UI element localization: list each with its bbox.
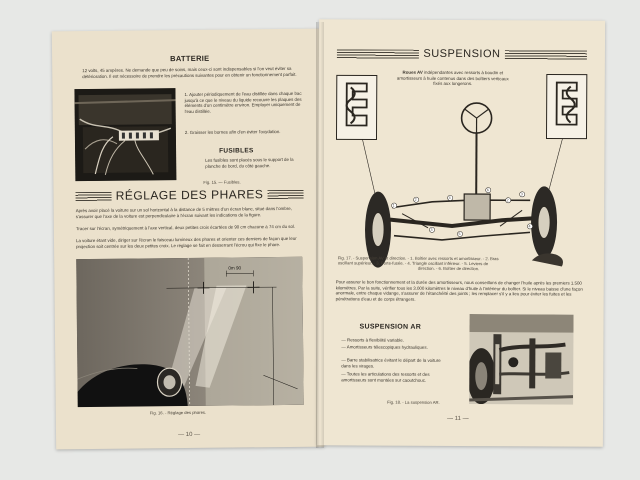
suspension-caption-line-3: direction. - 6. Boîtier de direction.	[417, 265, 480, 272]
headlight-diagram	[76, 257, 304, 407]
batterie-heading: BATTERIE	[170, 53, 210, 64]
banner-stripes-left	[75, 191, 111, 200]
front-suspension-diagram	[332, 69, 591, 270]
suspension-intro	[395, 70, 511, 87]
suspension-ar-item-1: — Ressorts à flexibilité variable.	[341, 337, 404, 343]
reglage-paragraph-2: Tracer sur l'écran, symétriquement à l'axe vertical, deux petites croix écartées de 90 cm chacune à 74 cm du sol.	[75, 223, 296, 232]
suspension-heading: SUSPENSION	[423, 47, 501, 61]
right-page-number: — 11 —	[447, 415, 469, 423]
fusibles-caption: Fig. 15. — Fusibles.	[203, 179, 241, 185]
callout-3: 3	[430, 227, 433, 232]
book-gutter	[316, 22, 324, 448]
batterie-item-1: 1. Ajouter périodiquement de l'eau distillée dans chaque bac jusqu'à ce que le niveau du liquide recouvre les plaques des éléments d'un centimètre environ. Employer uniquement de l'eau distillée.	[184, 90, 302, 114]
callout-3-right: 3	[520, 191, 523, 196]
banner-stripes-left	[337, 49, 419, 58]
callout-5: 5	[458, 231, 461, 236]
rear-suspension-illustration	[469, 314, 573, 405]
suspension-ar-item-2: — Amortisseurs télescopiques hydrauliques.	[341, 344, 428, 350]
suspension-ar-item-3: — Barre stabilisatrice évitant le départ de la voiture dans les virages.	[341, 357, 441, 369]
batterie-intro: 12 volts, 45 ampères. Ne demande que peu de soins, mais ceux-ci sont indispensables si l'on veut éviter sa détérioration. Il est nécessoire de prendre les précautions suivantes pour en obtenir un fonctionnement parfait.	[82, 65, 297, 79]
left-page-number: — 10 —	[178, 431, 201, 439]
headlight-illustration	[76, 257, 304, 407]
callout-2-right: 2	[506, 197, 509, 202]
fusibles-heading: FUSIBLES	[219, 147, 254, 155]
battery-wiring-illustration	[74, 88, 176, 181]
suspension-ar-item-4: — Toutes les articulations des ressorts et des amortisseurs sont montées sur caoutchouc.	[341, 371, 430, 383]
suspension-paragraph: Pour assurer le bon fonctionnement et la durée des amortisseurs, nous conseillons de changer l'huile après les premiers 1.500 kilomètres. Par la suite, vérifier tous les 3.000 kilomètres le niveau d'huile à l'intérieur du boîtier. Si le niveau baisse d'une façon anormale, entre chaque vidange, s'assurer de l'étanchéité des joints ; les remplacer s'il y a lieu pour éviter les fuites et les pénétrations d'eau et de corps étrangers.	[335, 279, 583, 302]
suspension-caption-line-2: oscillant supérieur. - 3. Porte-fusée. - 4. Triangle oscillant inférieur. - 5. Leviers de	[337, 260, 489, 267]
reglage-paragraph-1: Après avoir placé la voiture sur un sol horizontal à la distance de 5 mètres d'un écran blanc, situé dans l'ombre, s'assurer que l'axe de la voiture est perpendiculaire à l'écran suivant les indications de la figure.	[75, 205, 292, 219]
callout-2: 2	[414, 197, 417, 202]
measure-label: 0m 90	[228, 265, 242, 271]
reglage-banner	[75, 187, 303, 203]
callout-4-right: 4	[528, 223, 531, 228]
suspension-intro-bold: Roues AV	[402, 69, 423, 75]
banner-stripes-right	[504, 50, 586, 59]
reglage-heading: RÉGLAGE DES PHARES	[115, 187, 264, 203]
reglage-paragraph-3: La voiture étant vide, diriger sur l'écran le faisceau lumineux des phares et orienter ces derniers de façon que leur projection soit centrée sur les deux petites croix. Le réglage se fait en desserrant l'écrou qui fixe le phare.	[75, 235, 297, 249]
rear-suspension-photo	[469, 314, 573, 405]
reglage-caption: Fig. 16. - Réglage des phares.	[149, 409, 207, 416]
left-page	[52, 29, 324, 450]
callout-4: 4	[448, 195, 451, 200]
fusibles-text: Les fusibles sont placés sous le support de la planche de bord, du côté gauche.	[205, 156, 294, 169]
banner-stripes-right	[267, 189, 303, 198]
batterie-item-2: 2. Graisser les bornes afin d'en éviter l'oxydation.	[184, 129, 281, 136]
suspension-ar-heading: SUSPENSION AR	[359, 323, 422, 331]
right-page	[317, 19, 605, 446]
front-suspension-illustration	[332, 69, 591, 270]
callout-1: 1	[392, 203, 395, 208]
callout-6: 6	[486, 187, 489, 192]
suspension-ar-caption: Fig. 18. - La suspension AR.	[387, 399, 440, 405]
suspension-banner	[337, 47, 587, 60]
suspension-caption-line-1: Fig. 17. - Suspension AV et direction. - 1. Boîtier avec ressorts et amortisseur. - 2. Bras	[337, 255, 499, 262]
suspension-intro-text: indépendantes avec ressorts à boudin et amortisseurs à huile contenus dans des boîtiers verticaux fixés aux longerons.	[396, 69, 509, 87]
battery-photo	[74, 88, 176, 181]
